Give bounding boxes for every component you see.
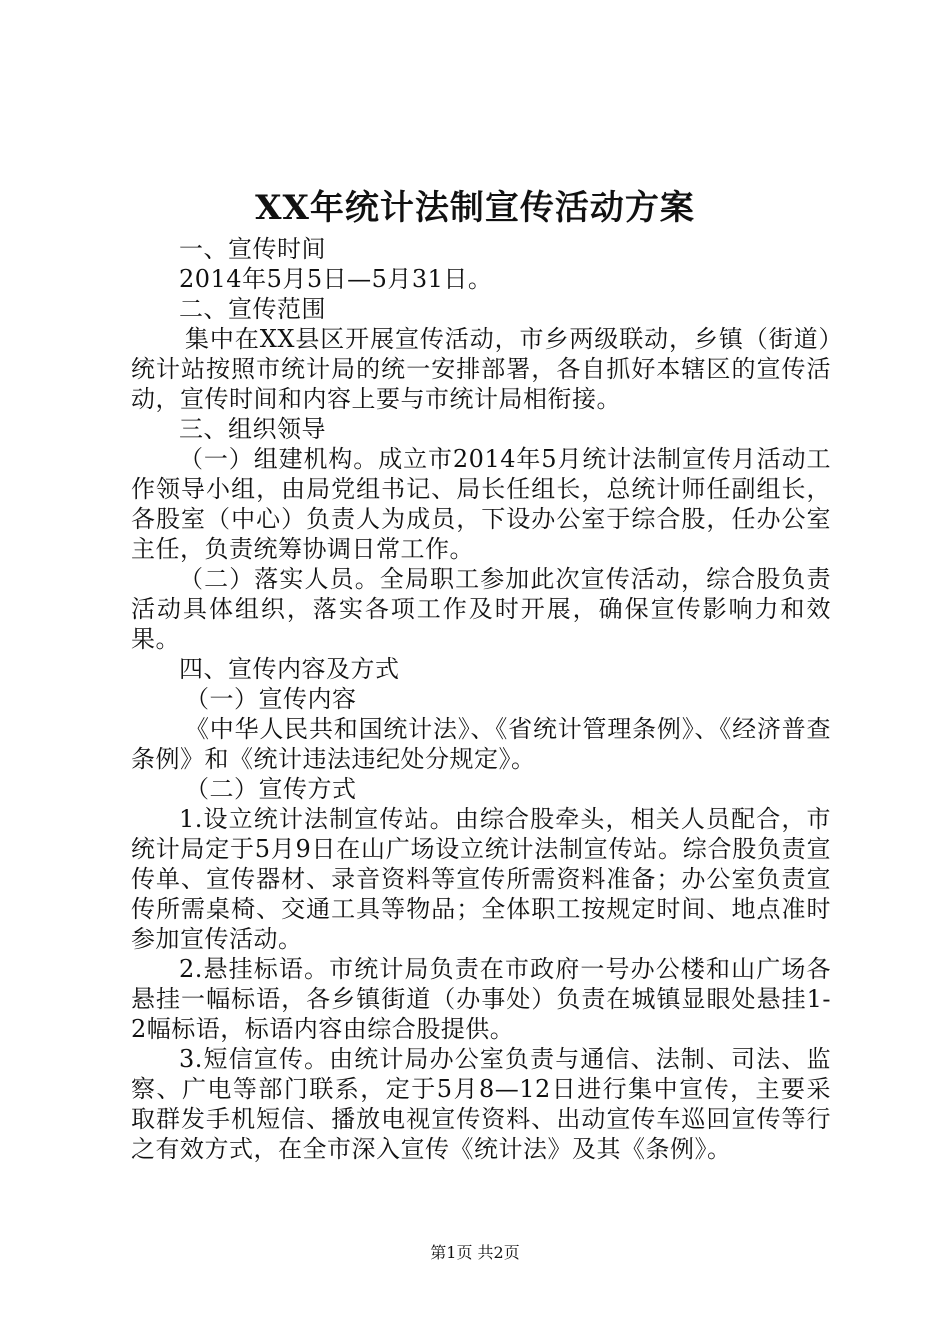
document-title: XX年统计法制宣传活动方案 [255, 188, 695, 228]
page-number: 第1页 共2页 [430, 1243, 520, 1262]
paragraph-scope: 集中在XX县区开展宣传活动，市乡两级联动，乡镇（街道）统计站按照市统计局的统一安排部署，各自抓好本辖区的宣传活动，宣传时间和内容上要与市统计局相衔接。 [131, 325, 831, 413]
paragraph-method-2: 2.悬挂标语。市统计局负责在市政府一号办公楼和山广场各悬挂一幅标语，各乡镇街道（办事处）负责在城镇显眼处悬挂1-2幅标语，标语内容由综合股提供。 [131, 955, 831, 1043]
subheading-content: （一）宣传内容 [185, 685, 357, 713]
paragraph-leadership-1: （一）组建机构。成立市2014年5月统计法制宣传月活动工作领导小组，由局党组书记、局长任组长，总统计师任副组长，各股室（中心）负责人为成员，下设办公室于综合股，任办公室主任，负责统筹协调日常工作。 [131, 445, 831, 563]
document-body [131, 234, 831, 1164]
paragraph-leadership-2: （二）落实人员。全局职工参加此次宣传活动，综合股负责活动具体组织，落实各项工作及时开展，确保宣传影响力和效果。 [131, 565, 831, 653]
section-heading-time: 一、宣传时间 [179, 235, 326, 263]
paragraph-method-3: 3.短信宣传。由统计局办公室负责与通信、法制、司法、监察、广电等部门联系，定于5月8—12日进行集中宣传，主要采取群发手机短信、播放电视宣传资料、出动宣传车巡回宣传等行之有效方式，在全市深入宣传《统计法》及其《条例》。 [131, 1045, 831, 1163]
section-heading-leadership: 三、组织领导 [179, 415, 326, 443]
paragraph-content: 《中华人民共和国统计法》、《省统计管理条例》、《经济普查条例》和《统计违法违纪处分规定》。 [131, 715, 831, 773]
section-heading-content: 四、宣传内容及方式 [179, 655, 400, 683]
paragraph-method-1: 1.设立统计法制宣传站。由综合股牵头，相关人员配合，市统计局定于5月9日在山广场设立统计法制宣传站。综合股负责宣传单、宣传器材、录音资料等宣传所需资料准备；办公室负责宣传所需桌椅、交通工具等物品；全体职工按规定时间、地点准时参加宣传活动。 [131, 805, 831, 953]
section-heading-scope: 二、宣传范围 [179, 295, 326, 323]
subheading-methods: （二）宣传方式 [185, 775, 357, 803]
paragraph-time: 2014年5月5日—5月31日。 [179, 265, 493, 293]
